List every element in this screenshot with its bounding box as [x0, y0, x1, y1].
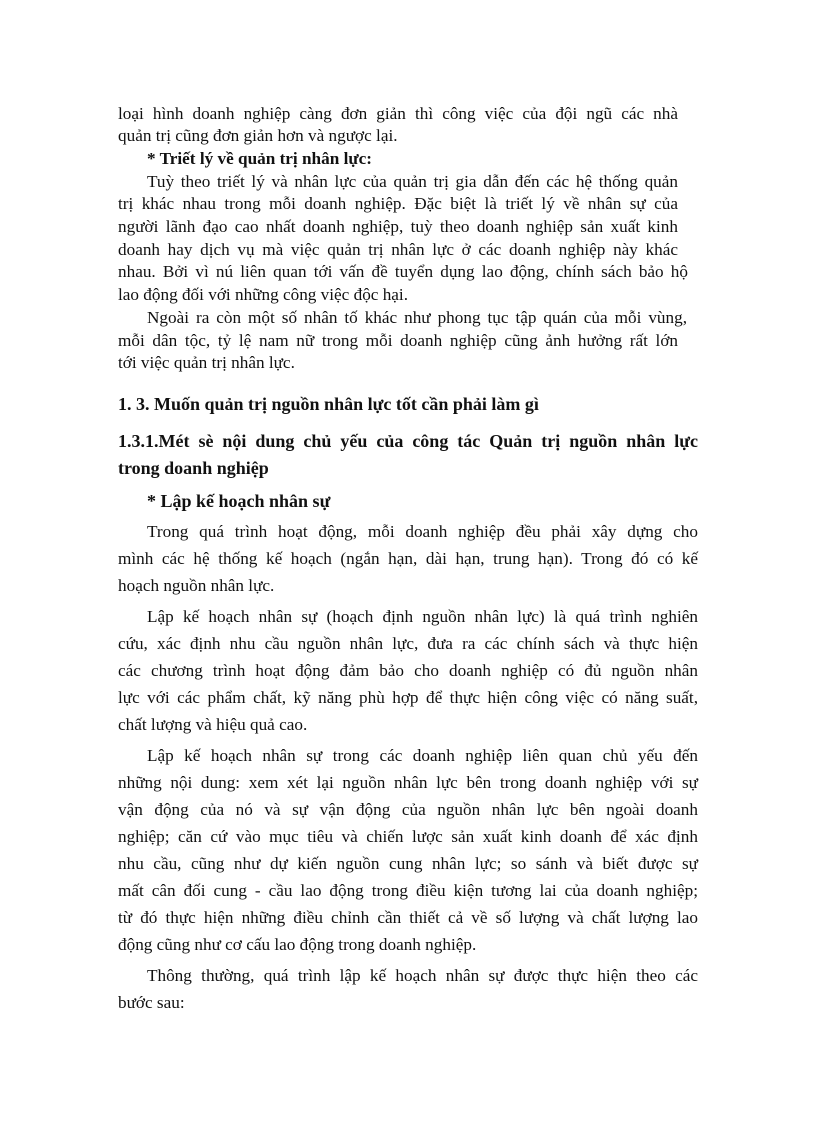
text-line: mất cân đối cung - cầu lao động trong điều kiện tương lai của doanh nghiệp;	[118, 881, 698, 900]
text-line: tới việc quản trị nhân lực.	[118, 353, 295, 372]
text-line: bước sau:	[118, 993, 185, 1012]
text-line: nhau. Bởi vì nú liên quan tới vấn đề tuyển dụng lao động, chính sách bảo hộ	[118, 262, 688, 281]
text-line: vận động của nó và sự vận động của nguồn nhân lực bên ngoài doanh	[118, 800, 698, 819]
text-line: Thông thường, quá trình lập kế hoạch nhân sự được thực hiện theo các	[147, 966, 698, 985]
text-line: từ đó thực hiện những điều chỉnh cần thiết cả về số lượng và chất lượng lao	[118, 908, 698, 927]
text-line: cứu, xác định nhu cầu nguồn nhân lực, đưa ra các chính sách và thực hiện	[118, 634, 698, 653]
text-line: loại hình doanh nghiệp càng đơn giản thì công việc của đội ngũ các nhà	[118, 104, 678, 123]
text-line: mỗi dân tộc, tỷ lệ nam nữ trong mỗi doanh nghiệp cũng ảnh hưởng rất lớn	[118, 331, 678, 350]
text-line: quản trị cũng đơn giản hơn và ngược lại.	[118, 126, 398, 145]
text-line: động cũng như cơ cấu lao động trong doanh nghiệp.	[118, 935, 477, 954]
text-line: các chương trình hoạt động đảm bảo cho doanh nghiệp có đủ nguồn nhân	[118, 661, 698, 680]
text-line: Tuỳ theo triết lý và nhân lực của quản trị gia dẫn đến các hệ thống quản	[147, 172, 678, 191]
section-heading: * Triết lý về quản trị nhân lực:	[147, 149, 373, 168]
subsection-heading: trong doanh nghiệp	[118, 458, 269, 478]
subsection-heading: 1.3.1.Mét sè nội dung chủ yếu của công tác Quản trị nguồn nhân lực	[118, 431, 698, 451]
text-line: lao động đối với những công việc độc hại.	[118, 285, 409, 304]
text-line: những nội dung: xem xét lại nguồn nhân lực bên trong doanh nghiệp với sự	[118, 773, 698, 792]
text-line: Lập kế hoạch nhân sự (hoạch định nguồn nhân lực) là quá trình nghiên	[147, 607, 698, 626]
text-line: nhu cầu, cũng như dự kiến nguồn cung nhân lực; so sánh và biết được sự	[118, 854, 698, 873]
text-line: trị khác nhau trong mỗi doanh nghiệp. Đặc biệt là triết lý về nhân sự của	[118, 194, 678, 213]
text-line: nghiệp; căn cứ vào mục tiêu và chiến lược sản xuất kinh doanh để xác định	[118, 827, 698, 846]
text-line: Trong quá trình hoạt động, mỗi doanh nghiệp đều phải xây dựng cho	[147, 522, 698, 541]
text-line: chất lượng và hiệu quả cao.	[118, 715, 308, 734]
text-line: Ngoài ra còn một số nhân tố khác như phong tục tập quán của mỗi vùng,	[147, 308, 687, 327]
text-line: hoạch nguồn nhân lực.	[118, 576, 275, 595]
text-line: mình các hệ thống kế hoạch (ngắn hạn, dài hạn, trung hạn). Trong đó có kế	[118, 549, 698, 568]
text-line: Lập kế hoạch nhân sự trong các doanh nghiệp liên quan chủ yếu đến	[147, 746, 698, 765]
section-heading: 1. 3. Muốn quản trị nguồn nhân lực tốt cần phải làm gì	[118, 394, 539, 414]
text-line: doanh hay dịch vụ mà việc quản trị nhân lực ở các doanh nghiệp này khác	[118, 240, 678, 259]
text-line: lực với các phẩm chất, kỹ năng phù hợp để thực hiện công việc có năng suất,	[118, 688, 698, 707]
section-heading: * Lập kế hoạch nhân sự	[147, 491, 331, 511]
text-line: người lãnh đạo cao nhất doanh nghiệp, tuỳ theo doanh nghiệp sản xuất kinh	[118, 217, 678, 236]
